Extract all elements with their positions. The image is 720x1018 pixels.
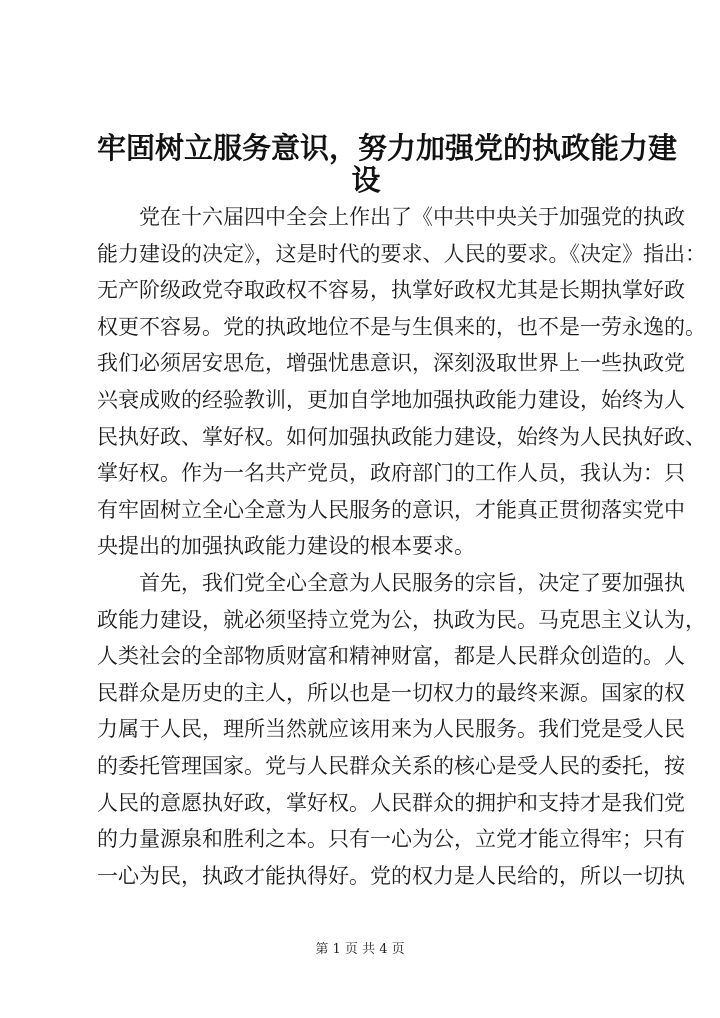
- text-line: 党在十六届四中全会上作出了《中共中央关于加强党的执政: [139, 205, 685, 229]
- title-line: 牢固树立服务意识，努力加强党的执政能力建: [97, 131, 678, 165]
- text-line: 的力量源泉和胜利之本。只有一心为公，立党才能立得牢；只有: [97, 827, 685, 852]
- text-line: 人民的意愿执好政，掌好权。人民群众的拥护和支持才是我们党: [97, 790, 685, 815]
- text-line: 力属于人民，理所当然就应该用来为人民服务。我们党是受人民: [97, 717, 685, 742]
- text-line: 央提出的加强执政能力建设的根本要求。: [97, 534, 475, 559]
- text-line: 人类社会的全部物质财富和精神财富，都是人民群众创造的。人: [97, 644, 685, 669]
- text-line: 的委托管理国家。党与人民群众关系的核心是受人民的委托，按: [97, 753, 685, 778]
- text-line: 兴衰成败的经验教训，更加自学地加强执政能力建设，始终为人: [97, 387, 685, 412]
- text-line: 权更不容易。党的执政地位不是与生俱来的，也不是一劳永逸的。: [97, 314, 706, 339]
- text-line: 民群众是历史的主人，所以也是一切权力的最终来源。国家的权: [97, 680, 685, 705]
- text-line: 无产阶级政党夺取政权不容易，执掌好政权尤其是长期执掌好政: [97, 278, 685, 303]
- document-body: [97, 199, 706, 894]
- text-line: 我们必须居安思危，增强忧患意识，深刻汲取世界上一些执政党: [97, 351, 685, 376]
- text-line: 掌好权。作为一名共产党员，政府部门的工作人员，我认为：只: [97, 461, 685, 486]
- title-line: 设: [351, 163, 381, 197]
- text-line: 首先，我们党全心全意为人民服务的宗旨，决定了要加强执: [139, 570, 685, 595]
- text-line: 一心为民，执政才能执得好。党的权力是人民给的，所以一切执: [97, 863, 685, 888]
- text-line: 政能力建设，就必须坚持立党为公，执政为民。马克思主义认为，: [97, 607, 706, 632]
- page-footer: 第 1 页 共 4 页: [315, 942, 405, 957]
- text-line: 有牢固树立全心全意为人民服务的意识，才能真正贯彻落实党中: [97, 497, 685, 522]
- text-line: 能力建设的决定》，这是时代的要求、人民的要求。《决定》指出：: [97, 241, 706, 266]
- paragraph: [97, 565, 706, 894]
- text-line: 民执好政、掌好权。如何加强执政能力建设，始终为人民执好政、: [97, 424, 706, 449]
- document-title: [97, 131, 678, 197]
- paragraph: [97, 199, 706, 565]
